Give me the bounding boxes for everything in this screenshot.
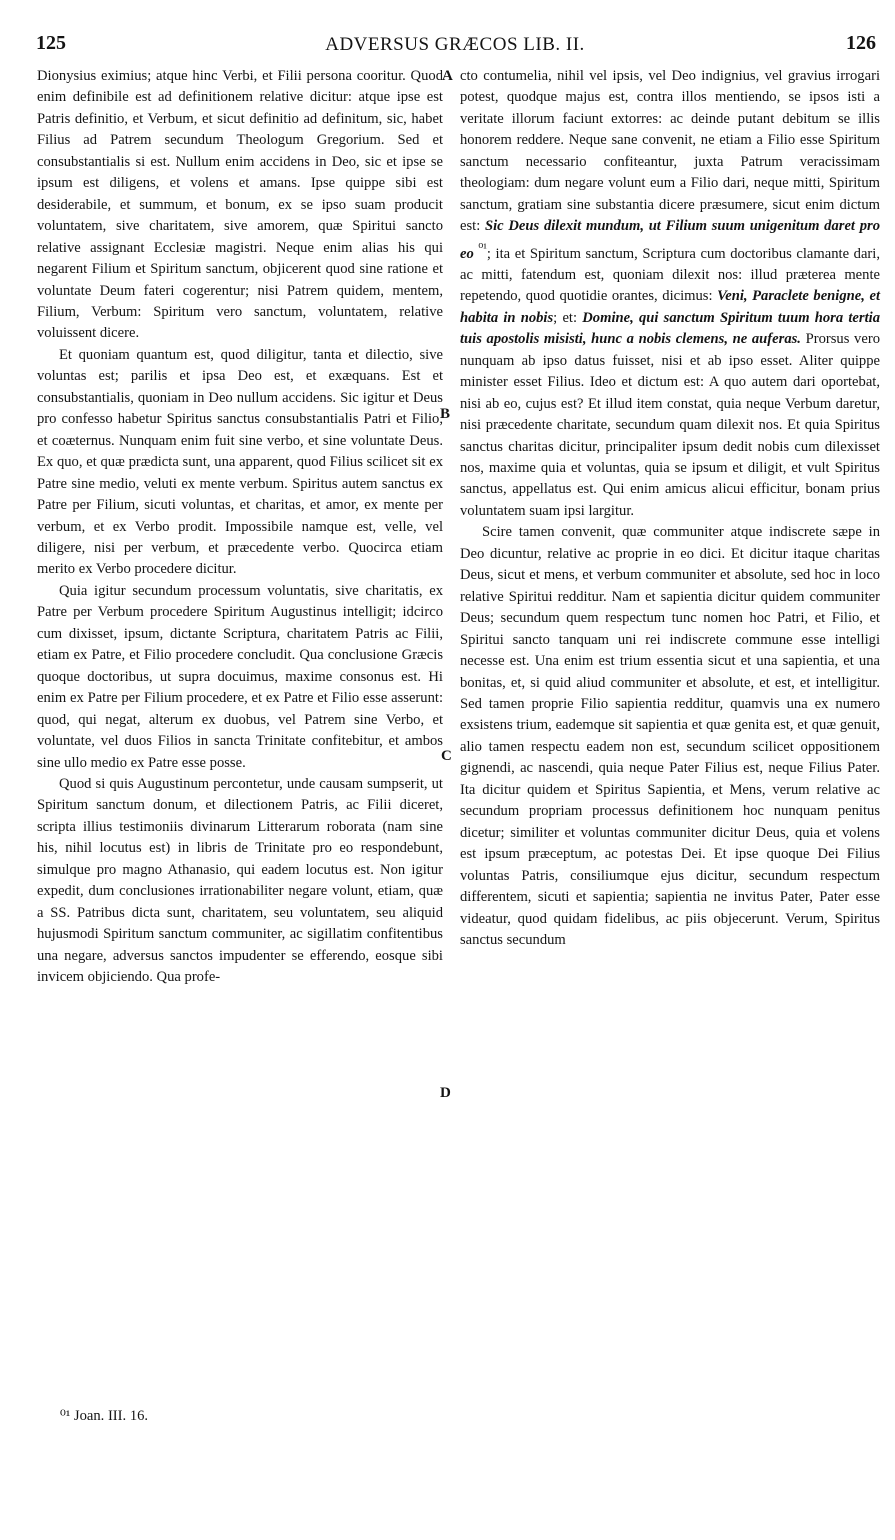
- running-title: ADVERSUS GRÆCOS LIB. II.: [325, 34, 585, 55]
- left-column: [37, 66, 443, 988]
- margin-letter-a: A: [442, 68, 453, 84]
- margin-letter-b: B: [440, 406, 451, 422]
- paragraph: Et quoniam quantum est, quod diligitur, tanta et dilectio, sive voluntas est; parilis et ipsa Deo est, et exæquans. Est et consubstantialis, quoniam in Deo nullum accidens. Sic igitur et Deus pro confesso habetur Spiritus sanctus consubstantialis Patri et Filio, et coæternus. Nunquam enim fuit sine verbo, et sine voluntate Deus. Ex quo, et quæ prædicta sunt, una apparent, quod Filius scilicet sit ex Patre sine medio, veluti ex mente verbum. Spiritus autem sanctus ex Patre per Filium, sicuti voluntas, et charitas, et amor, ex mente per verbum, et ex Verbo prodit. Impossibile namque est, velle, vel diligere, nisi per verbum, et præcedente verbo. Quocirca etiam merito ex Verbo procedere dicitur.: [37, 346, 443, 578]
- page-header: [30, 32, 880, 56]
- paragraph: Quod si quis Augustinum percontetur, unde causam sumpserit, ut Spiritum sanctum donum, et dilectionem Patris, ac Filii diceret, scripta illius testimoniis divinarum Litterarum roborata (nam sine his, nihil locutus est) in libris de Trinitate pro eo respondebunt, simulque pro magno Athanasio, qui eadem locutus est. Non igitur expedit, dum conclusiones irrationabiliter negare volunt, etiam, quæ a SS. Patribus dicta sunt, charitatem, seu voluntatem, seu aliquid hujusmodi Spiritum sanctum communiter, ac sigillatim confitentibus una negare, adversus sanctos impudenter se efferendo, eosque sibi invicem objiciendo. Qua profe-: [37, 775, 443, 986]
- footnote-marker: ⁰¹: [60, 1408, 71, 1424]
- text-run: Prorsus vero nunquam ab ipso datus fuisset, nisi et ab ipso esset. Aliter quippe minister esset Filius. Ideo et dictum est: A quo autem dari oportebat, nisi ab eo, cujus est? Et illud item constat, quia neque Verbum daretur, nisi præcedente charitate, secundum quam dilexit nos. Et quia Spiritus sanctus charitas dicitur, principaliter ipsum dedit nobis cum dilexisset nos, maxime quia et voluntas, quia se ipsum et diligit, et vult Spiritus sanctus, appellatus est. Qui enim amicus alicui efficitur, bonam prius voluntatem suam ipsi largitur.: [460, 331, 880, 519]
- scripture-quote: Sic Deus dilexit mundum, ut Filium suum unigenitum daret pro eo: [460, 218, 880, 262]
- footnote: [60, 1407, 148, 1425]
- paragraph: [460, 66, 880, 522]
- liturgical-quote: Veni, Paraclete benigne, et habita in nobis: [460, 288, 880, 326]
- paragraph: Scire tamen convenit, quæ communiter atque indiscrete sæpe in Deo dicuntur, relative ac proprie in eo dici. Et dicitur itaque charitas Deus, sicut et mens, et verbum communiter et absolute, sed hoc in loco relative Spiritui redditur. Nam et sapientia dicitur quidem communiter Deus; secundum quem respectum tunc nomen hoc Patri, et Filio, et Spiritui sancto tanquam uni rei indiscrete commune esse intelligi necesse est. Una enim est trium essentia sicut et una sapientia, et una bonitas, et, si quid aliud communiter et absolute, et est, et intelligitur. Sed tamen proprie Filio sapientia redditur, quamvis una ex numero exsistens trium, eademque sit sapientia et quæ genita est, et quæ genuit, alio tamen respectu eadem non est, secundum scilicet oppositionem gignendi, ac nascendi, quia neque Pater Filius est, neque Filius Pater. Ita dicitur quidem et Spiritus Sapientia, et Mens, verum relative ac secundum propriam processus definitionem hoc nunquam penitus dicetur; similiter et voluntas communiter dicitur Deus, quia et volens est ipsum præceptum, ac potestas Dei. Et ipse quoque Dei Filius voluntas Patris, consiliumque ejus dicitur, secundum respectum differentem, sicuti et sapientia; sapientia ne invitus Pater, Pater esse videatur, quod quidam fidelibus, ac piis objecerunt. Verum, Spiritus sanctus secundum: [460, 524, 880, 948]
- page-number-right: 126: [846, 32, 876, 54]
- paragraph: Dionysius eximius; atque hinc Verbi, et Filii persona cooritur. Quod enim definibile est ad definitionem relative dicitur: atque ipse est Patris definitio, et Verbum, et sicut definitio ad definitum, sic, habet Filius ad Patrem secundum Theologum Gregorium. Sed et consubstantialis si est. Nullum enim accidens in Deo, sic et ipse se ipsum est diligens, et volens et amans. Ipse quippe sibi est desiderabile, et summum, et bonum, ex se ipso suam producit voluntatem, sive charitatem, sive amorem, quæ Spiritui sancto relative assignant Ecclesiæ magistri. Neque enim alias his qui negarent Filium et Spiritum sanctum, objicerent quod sine ratione et voluntate Deum fateri cogerentur; nisi Patrem quidem, mentem, Filium, Verbum: Spiritum vero sanctum, voluntatem, relative voluissent dicere.: [37, 68, 443, 342]
- paragraph: Quia igitur secundum processum voluntatis, sive charitatis, ex Patre per Verbum procedere Spiritum Augustinus intelligit; idcirco cum dixisset, ipsum, dictante Scriptura, charitatem Patris ac Filii, etiam ex Patre, et Filio procedere concludit. Qua conclusione Græcis quoque doctoribus, ut supra docuimus, maxime consonus est. Hi enim ex Patre per Filium procedere, et ex Patre et Filio esse asserunt: quod, qui negat, alterum ex duobus, vel Patrem sine Verbo, et voluntate, vel duos Filios in sancta Trinitate confitebitur, et ambos sine ullo medio ex Patre esse posse.: [37, 582, 443, 771]
- footnote-ref: ⁰¹: [478, 240, 487, 255]
- text-run: ; ita et Spiritum sanctum, Scriptura cum doctoribus clamante dari, ac mitti, fatendum est, quoniam dilexit nos: illud præterea mente repetendo, quod quotidie orantes, dicimus:: [460, 245, 880, 305]
- right-column: [460, 66, 880, 951]
- margin-letter-d: D: [440, 1085, 451, 1101]
- page-number-left: 125: [36, 32, 66, 54]
- text-run: cto contumelia, nihil vel ipsis, vel Deo indignius, vel gravius irrogari potest, quodque majus est, contra illos mentiendo, se ipsos isti a veritate illorum faciunt extorres: ac deinde putant debitum se illis honorem reddere. Neque sane convenit, ne etiam a Filio esse Spiritum sanctum necessario confiteantur, juxta Patrum veracissimam theologiam: dum negare volunt eum a Filio dari, neque mitti, Spiritum sanctum, gratiam sine substantia dicere præsumere, sicut enim dictum est:: [460, 68, 880, 235]
- text-run: ; et:: [553, 309, 578, 326]
- footnote-text: Joan. III. 16.: [73, 1408, 149, 1424]
- liturgical-quote: Domine, qui sanctum Spiritum tuum hora tertia tuis apostolis misisti, hunc a nobis clemens, ne auferas.: [460, 309, 880, 348]
- margin-letter-c: C: [441, 748, 452, 764]
